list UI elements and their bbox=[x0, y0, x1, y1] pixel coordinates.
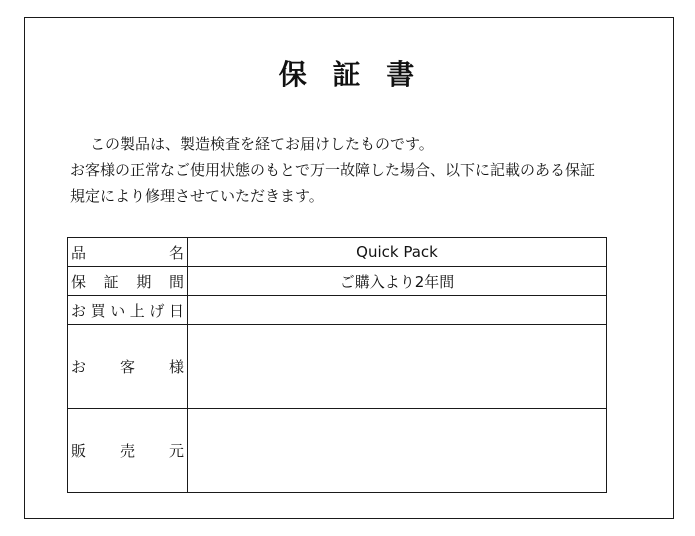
label-char: 名 bbox=[168, 243, 184, 262]
label-char: 客 bbox=[119, 358, 135, 376]
label-char: 買 bbox=[90, 301, 106, 320]
warranty-period-label bbox=[68, 267, 188, 296]
label-char: お bbox=[71, 358, 87, 376]
intro-line-3: 規定により修理させていただきます。 bbox=[70, 187, 324, 205]
table-row-customer bbox=[68, 325, 607, 409]
seller-label bbox=[68, 409, 188, 493]
intro-line-1: この製品は、製造検査を経てお届けしたものです。 bbox=[90, 135, 434, 153]
warranty-period-value: ご購入より2年間 bbox=[188, 267, 607, 296]
label-char: 品 bbox=[71, 243, 87, 262]
table-row-product-name bbox=[68, 238, 607, 267]
table-row-purchase-date bbox=[68, 296, 607, 325]
label-char: 証 bbox=[103, 272, 119, 291]
table-row-seller bbox=[68, 409, 607, 493]
label-char: 上 bbox=[129, 301, 145, 320]
product-name-value: Quick Pack bbox=[188, 238, 607, 267]
product-name-label bbox=[68, 238, 188, 267]
label-char: 元 bbox=[168, 442, 184, 460]
seller-value bbox=[188, 409, 607, 493]
label-char: 期 bbox=[136, 272, 152, 291]
intro-paragraph bbox=[70, 131, 670, 209]
table-row-warranty-period bbox=[68, 267, 607, 296]
label-char: 様 bbox=[168, 358, 184, 376]
label-char: い bbox=[110, 301, 126, 320]
warranty-table bbox=[67, 237, 607, 493]
label-char: お bbox=[71, 301, 87, 320]
label-char: 日 bbox=[168, 301, 184, 320]
label-char: 販 bbox=[71, 442, 87, 460]
intro-line-2: お客様の正常なご使用状態のもとで万一故障した場合、以下に記載のある保証 bbox=[70, 161, 596, 179]
label-char: げ bbox=[149, 301, 165, 320]
document-title: 保 証 書 bbox=[278, 58, 417, 91]
label-char: 保 bbox=[71, 272, 87, 291]
customer-value bbox=[188, 325, 607, 409]
purchase-date-value bbox=[188, 296, 607, 325]
label-char: 間 bbox=[168, 272, 184, 291]
label-char: 売 bbox=[119, 442, 135, 460]
customer-label bbox=[68, 325, 188, 409]
purchase-date-label bbox=[68, 296, 188, 325]
